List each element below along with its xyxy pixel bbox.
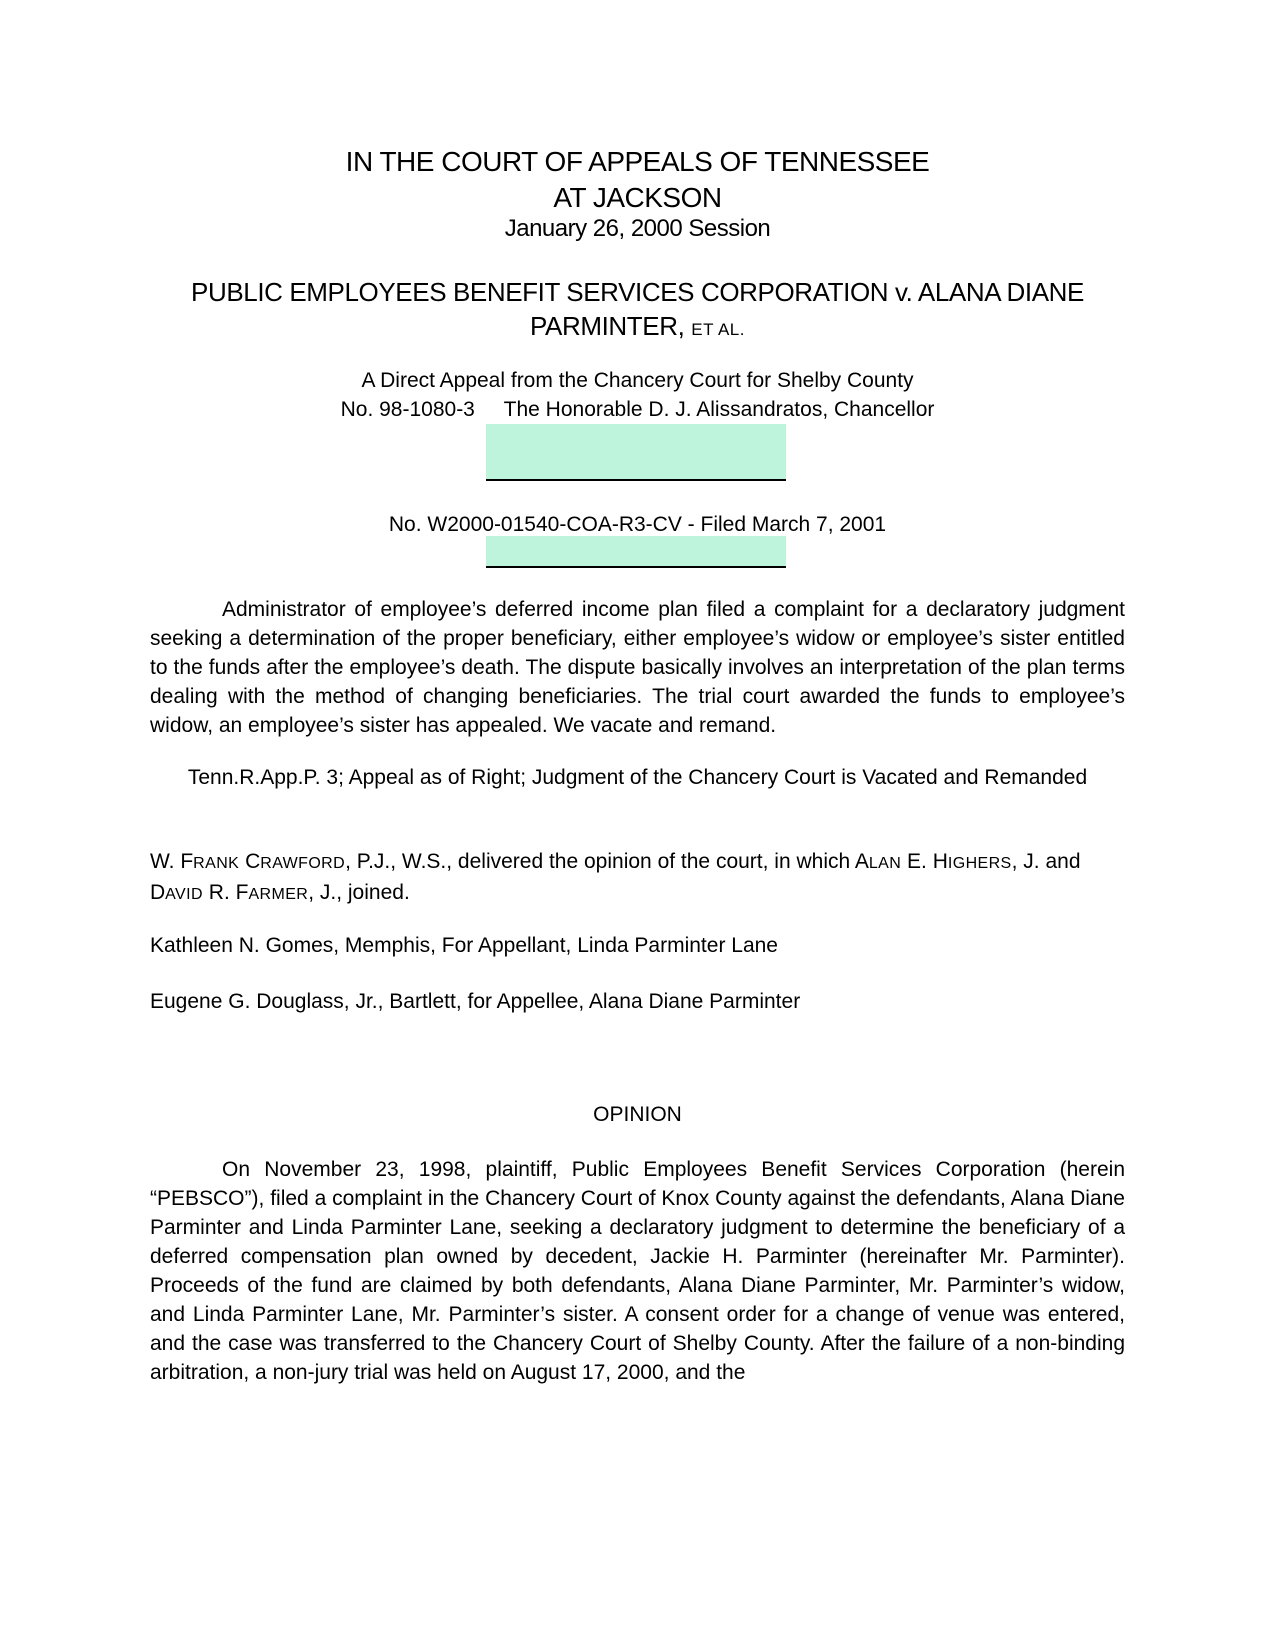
location-line: AT JACKSON: [553, 182, 722, 213]
author-text: E. H: [901, 850, 948, 873]
case-summary: [150, 595, 1125, 740]
summary-paragraph: Administrator of employee’s deferred income plan filed a complaint for a declaratory judgment seeking a determination of the proper beneficiary, either employee’s widow or employee’s sister entitled to the funds after the employee’s death. The dispute basically involves an interpretation of the plan terms dealing with the method of changing beneficiaries. The trial court awarded the funds to employee’s widow, an employee’s sister has appealed. We vacate and remand.: [150, 598, 1125, 737]
authorship-line: [150, 847, 1125, 909]
opinion-body: [150, 1155, 1125, 1387]
filing-number: No. W2000-01540-COA-R3-CV - Filed March 7, 2001: [388, 513, 887, 536]
court-line: IN THE COURT OF APPEALS OF TENNESSEE: [345, 146, 930, 177]
opinion-heading: OPINION: [593, 1103, 682, 1126]
author-smallcaps: RAWFORD: [260, 855, 346, 872]
author-smallcaps: IGHERS: [947, 855, 1012, 872]
author-text: C: [239, 850, 261, 873]
session-line: January 26, 2000 Session: [504, 215, 771, 242]
appeal-info: [150, 366, 1125, 424]
divider-rule-2: [486, 566, 786, 568]
case-parties: PUBLIC EMPLOYEES BENEFIT SERVICES CORPORATION v. ALANA DIANE PARMINTER,: [191, 277, 1084, 341]
disposition: Tenn.R.App.P. 3; Appeal as of Right; Judgment of the Chancery Court is Vacated and Remanded: [187, 766, 1088, 789]
appeal-line-2: No. 98-1080-3 The Honorable D. J. Alissandratos, Chancellor: [340, 398, 935, 421]
author-smallcaps: ARMER: [248, 886, 309, 903]
case-caption: [170, 275, 1105, 347]
author-text: , J. and D: [150, 850, 1081, 904]
et-al: ET AL.: [691, 320, 745, 339]
author-text: , P.J., W.S., delivered the opinion of the court, in which A: [345, 850, 869, 873]
highlight-field-1: [486, 424, 786, 479]
divider-rule-1: [486, 479, 786, 481]
author-smallcaps: AVID: [165, 886, 203, 903]
court-heading: [150, 144, 1125, 216]
highlight-field-2: [486, 536, 786, 566]
opinion-paragraph: On November 23, 1998, plaintiff, Public Employees Benefit Services Corporation (herein “PEBSCO”), filed a complaint in the Chancery Court of Knox County against the defendants, Alana Diane Parminter and Linda Parminter Lane, seeking a declaratory judgment to determine the beneficiary of a deferred compensation plan owned by decedent, Jackie H. Parminter (hereinafter Mr. Parminter). Proceeds of the fund are claimed by both defendants, Alana Diane Parminter, Mr. Parminter’s widow, and Linda Parminter Lane, Mr. Parminter’s sister. A consent order for a change of venue was entered, and the case was transferred to the Chancery Court of Shelby County. After the failure of a non-binding arbitration, a non-jury trial was held on August 17, 2000, and the: [150, 1158, 1125, 1384]
counsel-appellee: Eugene G. Douglass, Jr., Bartlett, for Appellee, Alana Diane Parminter: [150, 990, 801, 1013]
author-text: R. F: [202, 881, 249, 904]
counsel-appellant: Kathleen N. Gomes, Memphis, For Appellant, Linda Parminter Lane: [150, 934, 778, 957]
author-text: W. F: [150, 850, 194, 873]
author-text: , J., joined.: [308, 881, 410, 904]
author-smallcaps: RANK: [193, 855, 240, 872]
author-smallcaps: LAN: [868, 855, 902, 872]
appeal-line-1: A Direct Appeal from the Chancery Court for Shelby County: [361, 369, 914, 392]
